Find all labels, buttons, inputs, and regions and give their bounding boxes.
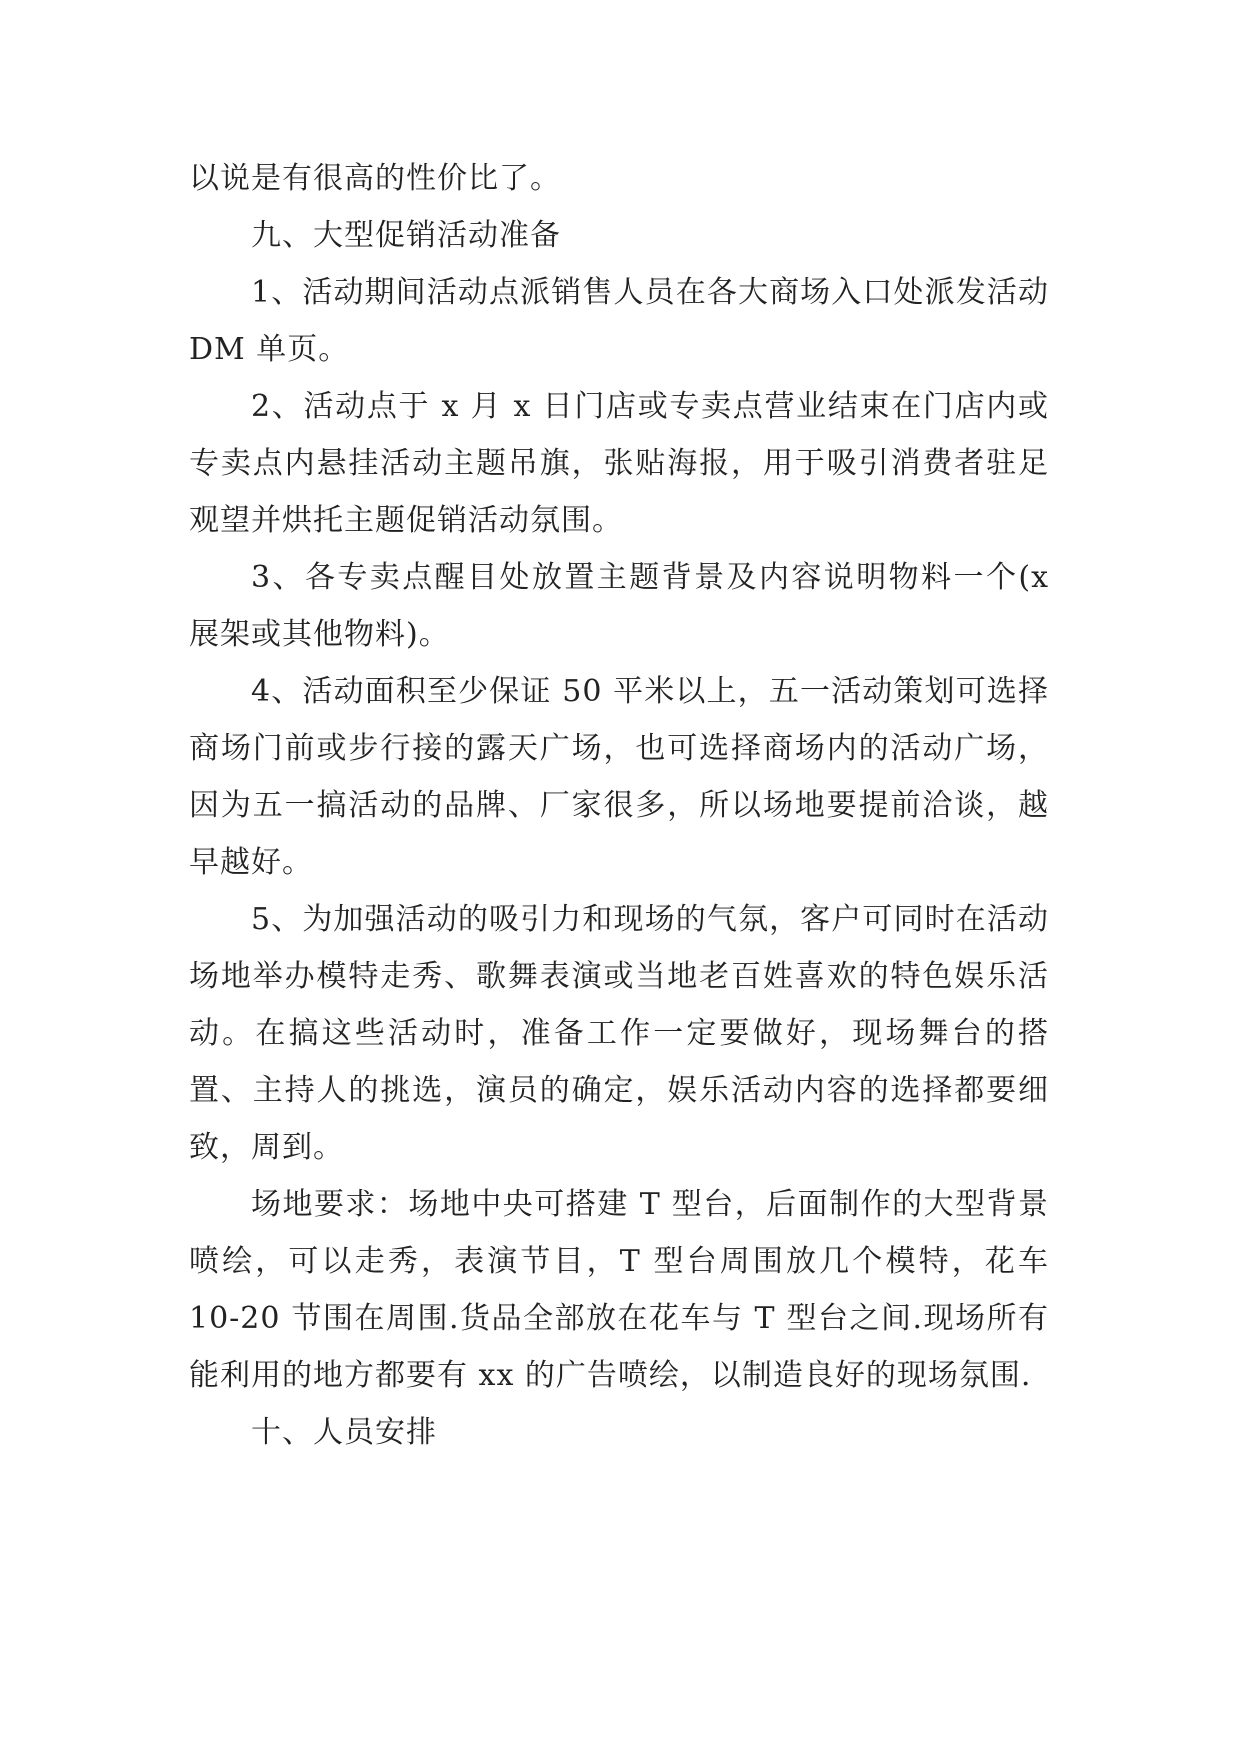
paragraph-venue-requirements: 场地要求：场地中央可搭建 T 型台，后面制作的大型背景喷绘，可以走秀，表演节目，T 型台周围放几个模特，花车 10-20 节围在周围.货品全部放在花车与 T 型台之间.现场所有能利用的地方都要有 xx 的广告喷绘，以制造良好的现场氛围. — [189, 1187, 1049, 1393]
section-heading-ten: 十、人员安排 — [251, 1415, 437, 1450]
document-body — [189, 150, 1049, 1461]
paragraph-item-4: 4、活动面积至少保证 50 平米以上，五一活动策划可选择商场门前或步行接的露天广场，也可选择商场内的活动广场，因为五一搞活动的品牌、厂家很多，所以场地要提前洽谈，越早越好。 — [189, 674, 1049, 880]
paragraph-item-5: 5、为加强活动的吸引力和现场的气氛，客户可同时在活动场地举办模特走秀、歌舞表演或当地老百姓喜欢的特色娱乐活动。在搞这些活动时，准备工作一定要做好，现场舞台的搭置、主持人的挑选，演员的确定，娱乐活动内容的选择都要细致，周到。 — [189, 902, 1049, 1165]
paragraph-item-3: 3、各专卖点醒目处放置主题背景及内容说明物料一个(x 展架或其他物料)。 — [189, 560, 1049, 652]
paragraph-item-2: 2、活动点于 x 月 x 日门店或专卖点营业结束在门店内或专卖点内悬挂活动主题吊旗，张贴海报，用于吸引消费者驻足观望并烘托主题促销活动氛围。 — [189, 389, 1049, 538]
paragraph-item-1: 1、活动期间活动点派销售人员在各大商场入口处派发活动 DM 单页。 — [189, 275, 1049, 367]
section-heading-nine: 九、大型促销活动准备 — [251, 218, 561, 253]
paragraph-continuation: 以说是有很高的性价比了。 — [189, 161, 561, 196]
